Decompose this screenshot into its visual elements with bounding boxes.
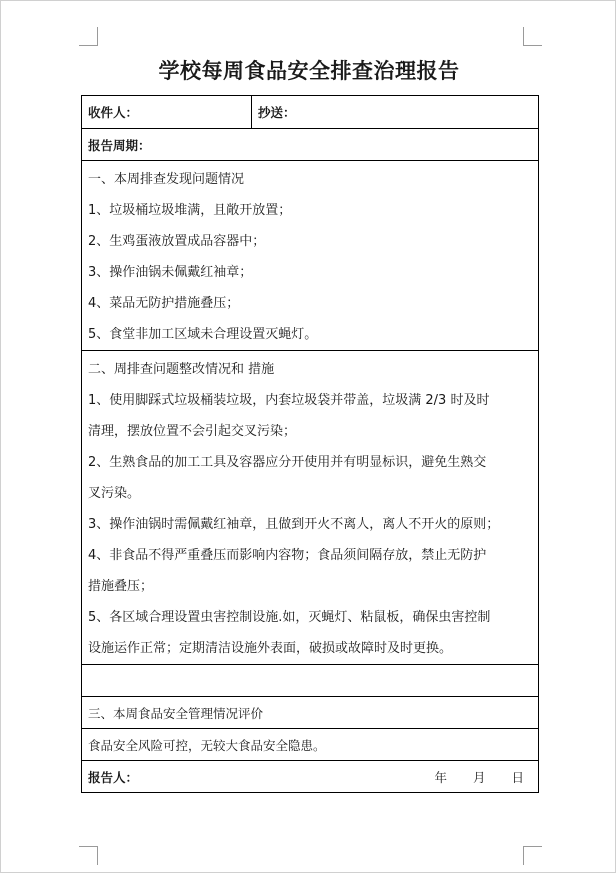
report-date[interactable] [408,768,532,786]
recipient-label[interactable]: 收件人： [82,96,252,128]
section1-item: 5、食堂非加工区域未合理设置灭蝇灯。 [88,327,318,342]
section2-line: 措施叠压； [88,579,154,594]
cc-label[interactable]: 抄送： [258,105,296,120]
section1-item: 4、菜品无防护措施叠压； [88,296,240,311]
section2-block [82,350,538,664]
section2-line: 叉污染。 [88,486,141,501]
section2-heading: 二、周排查问题整改情况和 措施 [88,362,275,377]
blank-row[interactable] [82,664,538,696]
section1-heading: 一、本周排查发现问题情况 [88,172,245,187]
page-title: 学校每周食品安全排查治理报告 [158,58,460,83]
section2-line: 2、生熟食品的加工工具及容器应分开使用并有明显标识，避免生熟交 [88,455,487,470]
section2-line: 1、使用脚踩式垃圾桶装垃圾，内套垃圾袋并带盖，垃圾满 2/3 时及时 [88,393,490,408]
section2-line: 3、操作油锅时需佩戴红袖章，且做到开火不离人，离人不开火的原则； [88,517,500,532]
date-day: 日 [511,769,524,785]
crop-mark-top-right [523,27,542,46]
section1-block [82,160,538,350]
section3-heading: 三、本周食品安全管理情况评价 [82,696,538,728]
crop-mark-bottom-left [79,846,98,865]
section1-item: 1、垃圾桶垃圾堆满，且敞开放置； [88,203,292,218]
reporter-label[interactable]: 报告人： [88,769,139,785]
report-table [81,95,539,793]
section2-line: 4、非食品不得严重叠压而影响内容物；食品须间隔存放，禁止无防护 [88,548,487,563]
section1-item: 2、生鸡蛋液放置成品容器中； [88,234,266,249]
date-month: 月 [472,769,486,785]
reporter-row [82,760,538,792]
evaluation-text[interactable]: 食品安全风险可控，无较大食品安全隐患。 [82,728,538,760]
crop-mark-bottom-right [523,846,542,865]
section1-item: 3、操作油锅未佩戴红袖章； [88,265,253,280]
recipient-row [82,96,538,128]
date-year: 年 [434,769,447,785]
section2-line: 5、各区域合理设置虫害控制设施.如，灭蝇灯、粘鼠板，确保虫害控制 [88,610,491,625]
section2-line: 清理，摆放位置不会引起交叉污染； [88,424,297,439]
crop-mark-top-left [79,27,98,46]
section2-line: 设施运作正常；定期清洁设施外表面，破损或故障时及时更换。 [88,641,453,656]
period-label[interactable]: 报告周期： [82,128,538,160]
